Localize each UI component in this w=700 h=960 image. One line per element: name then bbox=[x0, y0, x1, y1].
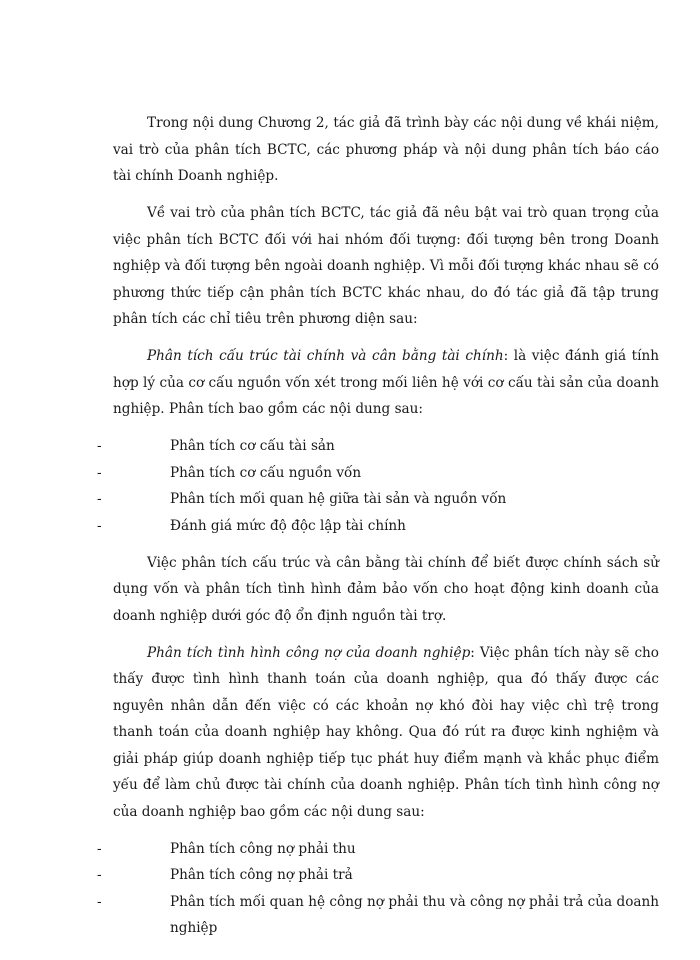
document-body bbox=[113, 110, 659, 952]
list-item bbox=[113, 513, 659, 540]
list-item-text: Phân tích mối quan hệ công nợ phải thu và công nợ phải trả của doanh nghiệp bbox=[170, 893, 659, 936]
list-item bbox=[113, 460, 659, 487]
list-item bbox=[113, 836, 659, 863]
paragraph-structure bbox=[113, 343, 659, 423]
debt-lead: Phân tích tình hình công nợ của doanh nghiệp bbox=[147, 644, 471, 661]
list-item bbox=[113, 889, 659, 942]
structure-lead: Phân tích cấu trúc tài chính và cân bằng tài chính bbox=[147, 348, 504, 364]
structure-text: : là việc đánh giá tính hợp lý của cơ cấu nguồn vốn xét trong mối liên hệ với cơ cấu tài sản của doanh nghiệp. Phân tích bao gồm các nội dung sau: bbox=[113, 348, 659, 417]
structure-list bbox=[113, 433, 659, 539]
list-item-text: Phân tích công nợ phải thu bbox=[170, 840, 356, 857]
debt-text: : Việc phân tích này sẽ cho thấy được tình hình thanh toán của doanh nghiệp, qua đó thấy được các nguyên nhân dẫn đến việc có các khoản nợ khó đòi hay việc chì trệ trong thanh toán của doanh nghiệp hay không. Qua đó rút ra được kinh nghiệm và giải pháp giúp doanh nghiệp tiếp tục phát huy điểm mạnh và khắc phục điểm yếu để làm chủ được tài chính của doanh nghiệp. Phân tích tình hình công nợ của doanh nghiệp bao gồm các nội dung sau: bbox=[113, 644, 659, 820]
paragraph-debt bbox=[113, 640, 659, 826]
list-item-text: Phân tích cơ cấu nguồn vốn bbox=[170, 464, 362, 481]
list-item bbox=[113, 862, 659, 889]
list-item bbox=[113, 433, 659, 460]
debt-list bbox=[113, 836, 659, 942]
list-item-text: Phân tích cơ cấu tài sản bbox=[170, 438, 335, 454]
list-item-text: Phân tích công nợ phải trả bbox=[170, 867, 353, 883]
paragraph-structure-summary: Việc phân tích cấu trúc và cân bằng tài chính để biết được chính sách sử dụng vốn và phân tích tình hình đảm bảo vốn cho hoạt động kinh doanh của doanh nghiệp dưới góc độ ổn định nguồn tài trợ. bbox=[113, 554, 659, 624]
paragraph-role: Về vai trò của phân tích BCTC, tác giả đã nêu bật vai trò quan trọng của việc phân tích BCTC đối với hai nhóm đối tượng: đối tượng bên trong Doanh nghiệp và đối tượng bên ngoài doanh nghiệp. Vì mỗi đối tượng khác nhau sẽ có phương thức tiếp cận phân tích BCTC khác nhau, do đó tác giả đã tập trung phân tích các chỉ tiêu trên phương diện sau: bbox=[113, 205, 659, 327]
list-item-text: Đánh giá mức độ độc lập tài chính bbox=[170, 517, 406, 534]
list-item-text: Phân tích mối quan hệ giữa tài sản và nguồn vốn bbox=[170, 491, 507, 507]
paragraph-intro: Trong nội dung Chương 2, tác giả đã trình bày các nội dung về khái niệm, vai trò của phân tích BCTC, các phương pháp và nội dung phân tích báo cáo tài chính Doanh nghiệp. bbox=[113, 115, 659, 184]
list-item bbox=[113, 486, 659, 513]
